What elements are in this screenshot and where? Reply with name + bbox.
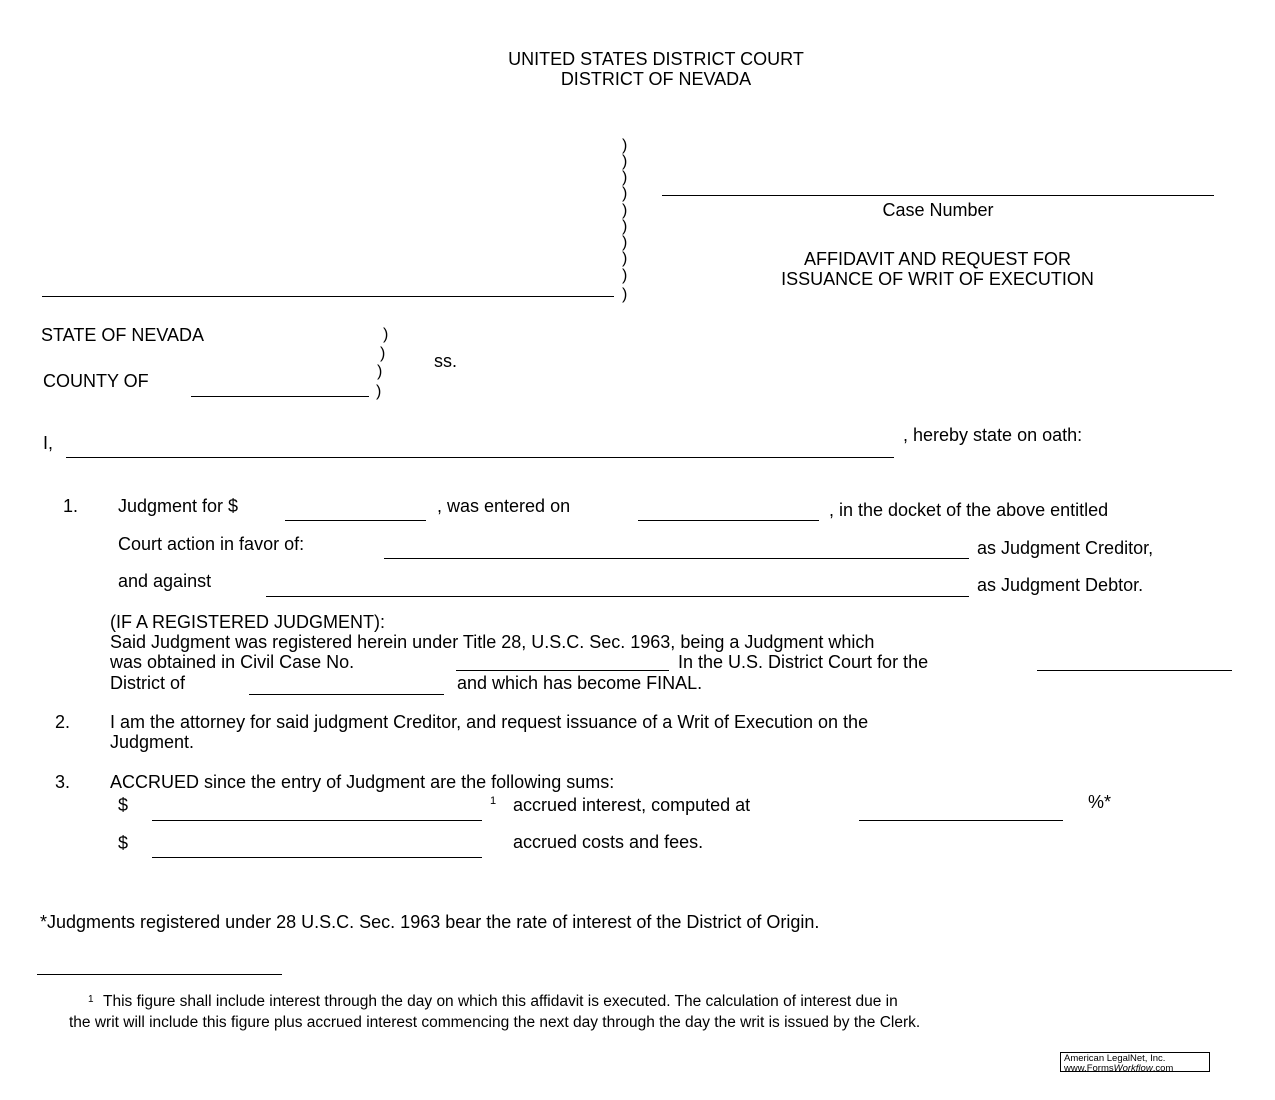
judgment-amount-field[interactable]	[285, 520, 426, 521]
item3-heading: ACCRUED since the entry of Judgment are the following sums:	[110, 772, 615, 792]
dollar-sign: $	[118, 833, 129, 853]
court-for-label: In the U.S. District Court for the	[678, 652, 929, 672]
county-field[interactable]	[191, 396, 369, 397]
as-debtor-label: as Judgment Debtor.	[977, 575, 1144, 595]
court-name: UNITED STATES DISTRICT COURT	[508, 49, 804, 69]
paren: )	[622, 286, 628, 303]
debtor-field[interactable]	[266, 596, 969, 597]
costs-amount-field[interactable]	[152, 857, 482, 858]
paren: )	[622, 185, 628, 202]
case-number-line[interactable]	[662, 195, 1214, 196]
entry-date-field[interactable]	[638, 520, 819, 521]
interest-rate-field[interactable]	[859, 820, 1063, 821]
footnote-line1: This figure shall include interest through the day on which this affidavit is executed. The calculation of interest due in	[103, 993, 898, 1010]
paren: )	[383, 326, 389, 343]
publisher-badge	[1060, 1052, 1210, 1072]
creditor-field[interactable]	[384, 558, 969, 559]
item2-line2: Judgment.	[110, 732, 195, 752]
state-label: STATE OF NEVADA	[41, 325, 205, 345]
url-part: www.Forms	[1064, 1063, 1114, 1074]
paren: )	[376, 383, 382, 400]
registered-heading: (IF A REGISTERED JUDGMENT):	[110, 612, 386, 632]
publisher-name: American LegalNet, Inc.	[1064, 1053, 1166, 1064]
paren: )	[622, 169, 628, 186]
paren: )	[380, 345, 386, 362]
paren: )	[622, 137, 628, 154]
publisher-url	[1064, 1064, 1206, 1074]
entered-on-label: , was entered on	[437, 496, 571, 516]
registered-line1: Said Judgment was registered herein under Title 28, U.S.C. Sec. 1963, being a Judgment which	[110, 632, 875, 652]
oath-suffix: , hereby state on oath:	[903, 425, 1083, 445]
docket-label: , in the docket of the above entitled	[829, 500, 1109, 520]
ss-label: ss.	[434, 351, 458, 371]
item1-number: 1.	[63, 496, 79, 516]
url-part: Workflow	[1113, 1063, 1153, 1074]
costs-label: accrued costs and fees.	[513, 832, 704, 852]
county-label: COUNTY OF	[43, 371, 149, 391]
district-field[interactable]	[249, 694, 444, 695]
paren: )	[622, 267, 628, 284]
affiant-name-field[interactable]	[66, 457, 894, 458]
and-against-label: and against	[118, 571, 212, 591]
favor-of-label: Court action in favor of:	[118, 534, 305, 554]
url-part: .com	[1152, 1063, 1174, 1074]
origin-court-field[interactable]	[1037, 670, 1232, 671]
civil-case-field[interactable]	[456, 670, 669, 671]
paren: )	[622, 202, 628, 219]
footnote-marker: 1	[490, 795, 497, 807]
item2-line1: I am the attorney for said judgment Creditor, and request issuance of a Writ of Execution on the	[110, 712, 869, 732]
paren: )	[622, 218, 628, 235]
case-number-label: Case Number	[882, 200, 994, 220]
document-title-line2: ISSUANCE OF WRIT OF EXECUTION	[781, 269, 1094, 289]
document-title-line1: AFFIDAVIT AND REQUEST FOR	[803, 249, 1072, 269]
final-label: and which has become FINAL.	[457, 673, 703, 693]
dollar-sign: $	[118, 795, 129, 815]
interest-note: *Judgments registered under 28 U.S.C. Sec. 1963 bear the rate of interest of the District of Origin.	[40, 912, 820, 932]
item3-number: 3.	[55, 772, 71, 792]
item2-number: 2.	[55, 712, 71, 732]
judgment-for-label: Judgment for $	[118, 496, 239, 516]
footnote-separator	[37, 974, 282, 975]
footnote-mark: 1	[88, 994, 94, 1005]
paren: )	[622, 234, 628, 251]
civil-case-label: was obtained in Civil Case No.	[110, 652, 355, 672]
interest-amount-field[interactable]	[152, 820, 482, 821]
interest-label: accrued interest, computed at	[513, 795, 751, 815]
percent-label: %*	[1088, 792, 1112, 812]
as-creditor-label: as Judgment Creditor,	[977, 538, 1154, 558]
paren: )	[377, 363, 383, 380]
oath-prefix: I,	[43, 433, 54, 453]
footnote-line2: the writ will include this figure plus accrued interest commencing the next day through the day the writ is issued by the Clerk.	[69, 1014, 921, 1031]
paren: )	[622, 250, 628, 267]
parties-line[interactable]	[42, 296, 614, 297]
district-name: DISTRICT OF NEVADA	[560, 69, 752, 89]
paren: )	[622, 153, 628, 170]
district-of-label: District of	[110, 673, 186, 693]
